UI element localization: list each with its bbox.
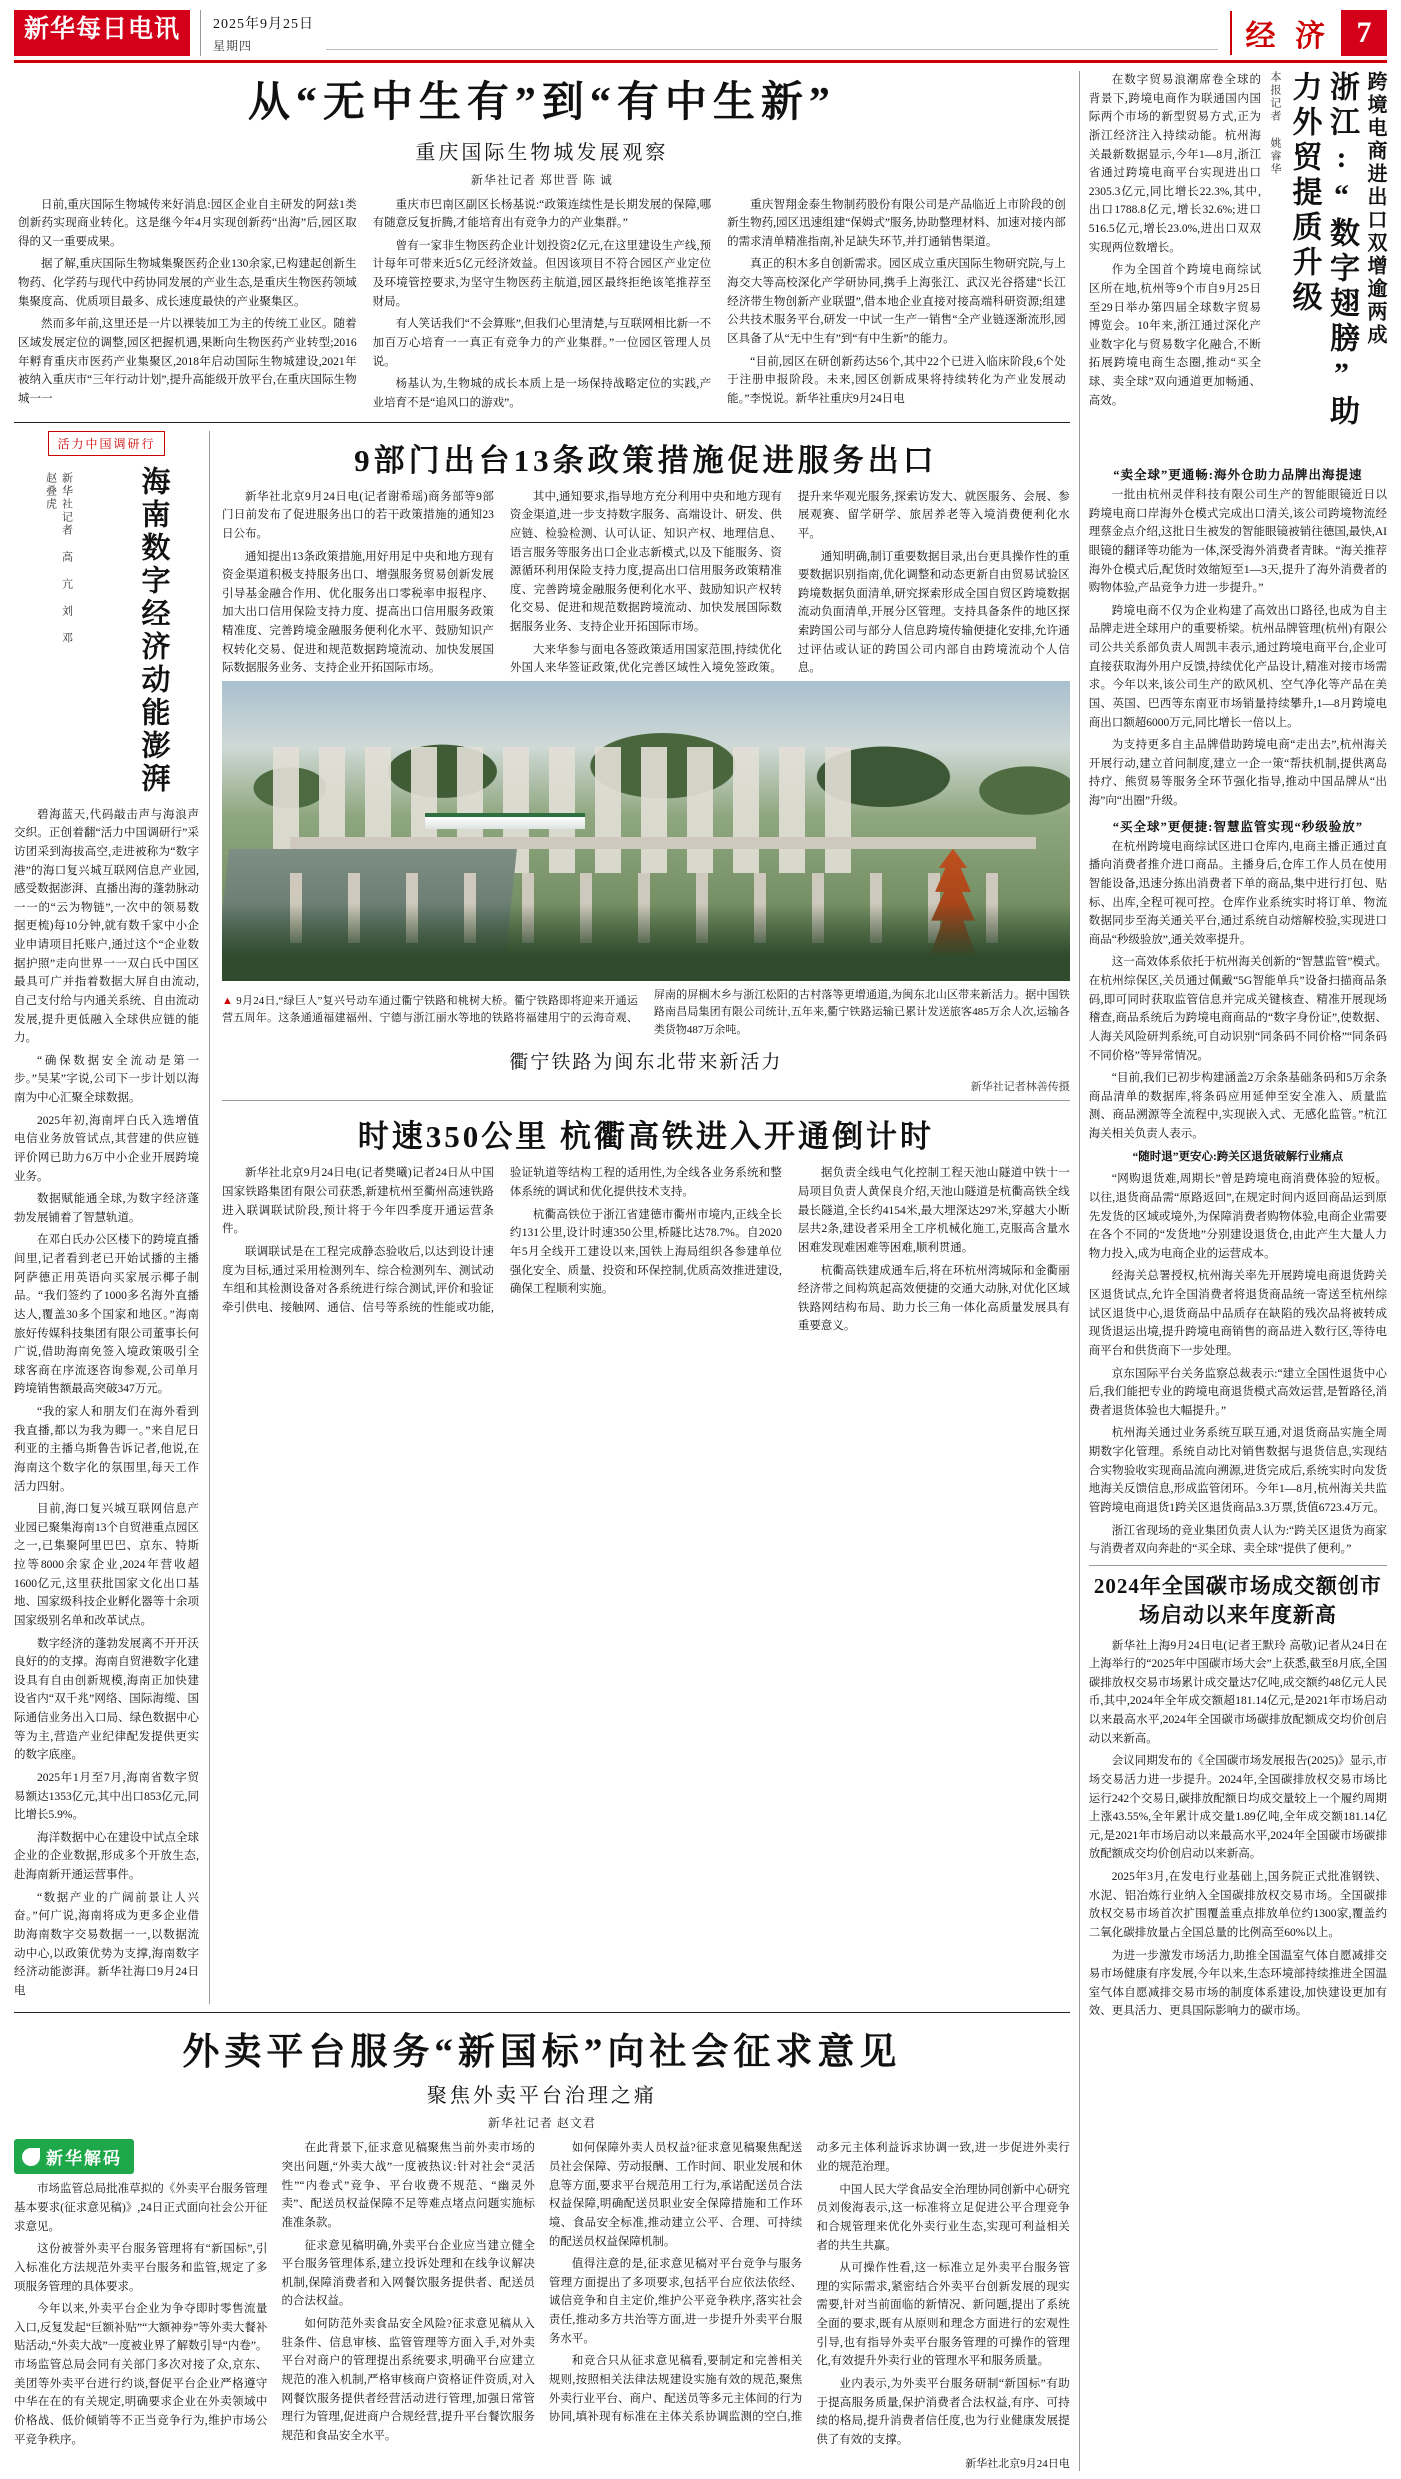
- right-section-1: [1089, 465, 1387, 811]
- paragraph: 中国人民大学食品安全治理协同创新中心研究员刘俊海表示,这一标准将立足促进公平合理竞争和合规管理来优化外卖行业生态,实现可利益相关者的共生共赢。: [816, 2183, 1070, 2252]
- right-byline: 本报记者 姚睿华: [1269, 71, 1281, 176]
- feature-body: [14, 806, 199, 2001]
- article-subhead-takeout: 聚焦外卖平台治理之痛: [426, 2085, 657, 2108]
- photo-credit: 新华社记者林善传摄: [970, 1081, 1070, 1094]
- paragraph: 曾有一家非生物医药企业计划投资2亿元,在这里建设生产线,预计每年可带来近5亿元经济效益。但因该项目不符合园区产业定位及环境管控要求,为坚守生物医药主航道,园区最终拒绝该笔推荐至财局。: [372, 239, 712, 308]
- photo-train: [425, 813, 585, 829]
- paragraph: 2025年初,海南坪白氏入选增值电信业务放管试点,其营建的供应链评价网已助力6万中小企业开展跨境业务。: [14, 1114, 199, 1183]
- article-headline: 从“无中生有”到“有中生新”: [247, 80, 836, 126]
- paragraph: 大来华参与面电各签政策适用国家范围,持续优化外国人来华签证政策,优化完善区域性入境免签政策。提升来华观光服务,探索访发大、就医服务、会展、参展观赛、留学研学、旅居养老等入境消费便利化水平。: [509, 490, 1070, 675]
- paragraph: 在此背景下,征求意见稿聚焦当前外卖市场的突出问题,“外卖大战”一度被热议:针对社会“灵活性”“内卷式”竞争、平台收费不规范、“幽灵外卖”、配送员权益保障不足等难点堵点问题实施标准准条款。: [281, 2142, 535, 2229]
- right-section-title: “卖全球”更通畅:海外仓助力品牌出海提速: [1113, 468, 1363, 482]
- paragraph: 有人笑话我们“不会算账”,但我们心里清楚,与互联网相比新一不加百万心培育一一真正有竞争力的产业集群。”一位园区管理人员说。: [372, 318, 712, 368]
- paragraph: 杭衢高铁建成通车后,将在环杭州湾城际和金衢丽经济带之间构筑起高效便捷的交通大动脉,对优化区域铁路网结构布局、助力长三角一体化高质量发展具有重要意义。: [797, 1264, 1070, 1333]
- paragraph: 日前,重庆国际生物城传来好消息:园区企业自主研发的阿兹1类创新药实现商业转化。这是继今年4月实现创新药“出海”后,园区取得的又一重要成果。: [18, 198, 357, 248]
- paragraph: 通知明确,制订重要数据目录,出台更具操作性的重要数据识别指南,优化调整和动态更新自由贸易试验区跨境数据负面清单,研究探索形成全国自贸区跨境数据流动负面清单,开展分区管理。支持具备条件的地区探索跨国公司与部分人信息跨境传输便捷化安排,允许通过评估或认证的跨国公司内部自由跨境流动个人信息。: [797, 550, 1070, 675]
- right-bottom-article: [1089, 1572, 1387, 2021]
- article-headline-350: 时速350公里 杭衢高铁进入开通倒计时: [357, 1119, 934, 1155]
- article-headline-9dept: 9部门出台13条政策措施促进服务出口: [354, 442, 938, 478]
- paragraph: 据负责全线电气化控制工程天池山隧道中铁十一局项目负责人黄保良介绍,天池山隧道是杭衢高铁全线最长隧道,全长约4154米,最大埋深达297米,穿越大小断层共2条,建设者采用全工序机械化施工,克服高含量水困难发现难困难等困难,顺利贯通。: [797, 1167, 1070, 1254]
- right-top-block: [1089, 71, 1387, 459]
- paragraph: 数据赋能通全球,为数字经济蓬勃发展铺着了智慧轨道。: [14, 1193, 199, 1224]
- paragraph: 数字经济的蓬勃发展离不开开沃良好的的支撑。海南自贸港数字化建设具有自由创新规模,海南正加快建设省内“双千兆”网络、国际海缆、国际通信业务出入口局、绿色数据中心等为主,营造产业纪律配发提供更实的数字底座。: [14, 1637, 199, 1762]
- paragraph: 其中,通知要求,指导地方充分利用中央和地方现有资金渠道,进一步支持数字服务、高端设计、研发、供应链、检验检测、认可认证、知识产权、地理信息、语言服务等服务出口企业志新模式,以及下能服务、资源循环利用保险支持力度,提高出口信用服务政策精准度、完善跨境金融服务便利化水平、鼓励知识产权转化交易、促进和规范数据跨境流动、加快发展国际数据服务业务、支持企业开拓国际市场。: [509, 490, 782, 634]
- right-divider: [1089, 1565, 1387, 1566]
- photo-railway: [222, 681, 1070, 981]
- article-headline-takeout: 外卖平台服务“新国标”向社会征求意见: [182, 2032, 902, 2074]
- right-intro-col: [1089, 71, 1261, 459]
- feature-byline: 新华社记者 高 亢 刘 邓 赵叠虎: [44, 471, 73, 645]
- paragraph: 杨基认为,生物城的成长本质上是一场保持战略定位的实践,产业培育不是“追风口的游戏”。: [372, 378, 712, 409]
- issue-weekday: 星期四: [213, 38, 253, 53]
- paragraph: 这份被誉外卖平台服务管理将有“新国标”,引入标准化方法规范外卖平台服务和监管,规定了多项服务管理的具体要求。: [14, 2243, 268, 2293]
- article-hainan-digital: [14, 431, 210, 2005]
- photo-viaduct: [290, 837, 1036, 849]
- right-headline-wrap: [1267, 71, 1387, 451]
- article-subhead: 重庆国际生物城发展观察: [415, 141, 669, 164]
- paragraph: 经海关总署授权,杭州海关率先开展跨境电商退货跨关区退货试点,允许全国消费者将退货商品统一寄送至杭州综试区退货中心,退货商品中品质存在缺陷的残次品将被转成现货退运出境,提升跨境电商销售的商品进入数行区,等待电商平台和供货商下一步处理。: [1088, 1270, 1387, 1357]
- paragraph: 新华社上海9月24日电(记者王默玲 高敬)记者从24日在上海举行的“2025年中国碳市场大会”上获悉,截至8月底,全国碳排放权交易市场累计成交量达7亿吨,成交额约48亿元人民币,其中,2024年全年成交额超181.14亿元,是2021年市场启动以来最高水平,2024年全国碳市场碳排放配额成交均价创启动以来新高。: [1088, 1639, 1387, 1745]
- issue-date: 2025年9月25日: [213, 16, 315, 32]
- article-takeout: [14, 2021, 1070, 2471]
- column-divider: [1079, 71, 1080, 2471]
- paragraph: 海洋数据中心在建设中试点全球企业的企业数据,形成多个开放生态,赴海南新开通运营事件。: [14, 1831, 199, 1882]
- page-body: [14, 71, 1387, 2471]
- paragraph: 新华社北京9月24日电(记者樊曦)记者24日从中国国家铁路集团有限公司获悉,新建杭州至衢州高速铁路进入联调联试阶段,预计将于今年四季度开通运营条件。: [222, 1167, 494, 1236]
- right-content-zone: [1089, 71, 1387, 2471]
- paragraph: 2025年3月,在发电行业基础上,国务院正式批准钢铁、水泥、铝冶炼行业纳入全国碳排放权交易市场。全国碳排放权交易市场首次扩围覆盖重点排放单位约1300家,覆盖约二氧化碳排放量占全国总量的比例高至60%以上。: [1088, 1871, 1387, 1939]
- paragraph: 跨境电商不仅为企业构建了高效出口路径,也成为自主品牌走进全球用户的重要桥梁。杭州品牌管理(杭州)有限公司公共关系部负责人周凯丰表示,通过跨境电商平台,企业可直接获取海外用户反馈,持续优化产品设计,精准对接市场需求。今年以来,该公司生产的欧风机、空气净化等产品在美国、英国、巴西等东南亚市场销量持续攀升,1—8月跨境电商出口额超6000万元,同比增长一倍以上。: [1088, 604, 1387, 729]
- paragraph: 在邓白氏办公区楼下的跨境直播间里,记者看到老已开始试播的主播阿萨德正用英语向买家展示椰子制品。“我们签约了1000多名海外直播达人,覆盖30多个国家和地区。”海南旅好传媒科技集团有限公司董事长何广说,借助海南免签入境政策吸引全球客商在序流逐咨询参观,公司单月跨境销售额最高突破347万元。: [14, 1234, 199, 1396]
- article-350-body: [222, 1164, 1070, 1336]
- right-headline: 浙江:“数字翅膀”助力外贸提质升级: [1287, 71, 1358, 430]
- paragraph: 如何防范外卖食品安全风险?征求意见稿从入驻条件、信息审核、监管管理等方面入手,对外卖平台对商户的管理提出系统要求,明确平台应建立规范的准入机制,严格审核商户资格证件资质,对入网餐饮服务提供者经营活动进行管理,加强日常管理行为管理,促进商户合规经营,提升平台餐饮服务规范和食品安全水平。: [281, 2318, 535, 2442]
- article-bio-city: [14, 77, 1070, 414]
- mid-main: [210, 431, 1070, 2005]
- section-divider: [14, 422, 1070, 423]
- caption-body: 9月24日,“绿巨人”复兴号动车通过衢宁铁路和桃树大桥。衢宁铁路即将迎来开通运营五周年。这条通通福建福州、宁德与浙江丽水等地的铁路将福建用宁的云海奇观、屏南的屏榈木乡与浙江松阳的古村落等更增通道,为闽东北山区带来新活力。据中国铁路南昌局集团有限公司统计,五年来,衢宁铁路运输已累计发送旅客485万余人次,运输各类货物487万余吨。: [222, 988, 1070, 1036]
- paragraph: 在数字贸易浪潮席卷全球的背景下,跨境电商作为联通国内国际两个市场的新型贸易方式,正为浙江经济注入持续动能。杭州海关最新数据显示,今年1—8月,浙江省通过跨境电商平台实现进出口2305.3亿元,同比增长22.3%,其中,出口1788.8亿元,增长32.6%;进口516.5亿元,增长23.0%,进出口双双实现两位数增长。: [1088, 74, 1261, 254]
- paragraph: “数据产业的广阔前景让人兴奋。”何广说,海南将成为更多企业借助海南数字交易数据一一,以数据流动中心,以政策优势为支撑,海南数字经济动能澎湃。新华社海口9月24日电: [14, 1891, 199, 1997]
- photo-caption-block: [222, 987, 1070, 1040]
- paragraph: 会议同期发布的《全国碳市场发展报告(2025)》显示,市场交易活力进一步提升。2024年,全国碳排放权交易市场比运行242个交易日,碳排放配额日均成交量较上一个履约周期上涨43.55%,全年累计成交量1.89亿吨,全年成交额181.14亿元,是2021年市场启动以来最高水平,2024年全国碳市场碳排放配额成交均价创启动以来新高。: [1088, 1755, 1387, 1861]
- article-endline: 新华社北京9月24日电: [965, 2458, 1070, 2471]
- paragraph: 2025年1月至7月,海南省数字贸易额达1353亿元,其中出口853亿元,同比增长5.9%。: [14, 1771, 199, 1822]
- article-byline: 新华社记者 郑世晋 陈 诚: [470, 172, 613, 187]
- masthead-divider: [326, 49, 1217, 50]
- paragraph: 京东国际平台关务监察总裁表示:“建立全国性退货中心后,我们能把专业的跨境电商退货模式高效运营,是暂路径,消费者退货体验也大幅提升。”: [1088, 1367, 1387, 1417]
- date-block: [200, 10, 314, 56]
- paragraph: 一批由杭州灵伴科技有限公司生产的智能眼镜近日以跨境电商口岸海外仓模式完成出口清关,该公司跨境物流经理蔡金点介绍,这批日生被发的智能眼镜被销往德国,最快,AI眼镜的翻译等功能为一体,深受海外消费者青睐。“海关推荐海外仓模式后,配货时效缩短至1—3天,提升了海外消费者的购物体验,产品竞争力进一步提升。”: [1088, 489, 1387, 595]
- masthead: [14, 10, 1387, 63]
- paragraph: “我的家人和朋友们在海外看到我直播,都以为我为卿一。”来自尼日利亚的主播乌斯鲁告诉记者,他说,在海南这个数字化的氛围里,每天工作活力四射。: [14, 1406, 199, 1493]
- paragraph: “目前,我们已初步构建涵盖2万余条基础条码和5万余条商品清单的数据库,将条码应用延伸至安全准入、质量监测、商品溯源等全流程中,实现嵌入式、无感化监管。”杭江海关相关负责人表示。: [1088, 1072, 1387, 1140]
- paragraph: 联调联试是在工程完成静态验收后,以达到设计速度为目标,通过采用检测列车、综合检测列车、测试动车组和其检测设备对各系统进行综合测试,评价和验证牵引供电、接触网、通信、信号等系统的性能或功能,验证轨道等结构工程的适用性,为全线各业务系统和整体系统的调试和优化提供技术支持。: [222, 1167, 782, 1314]
- paragraph: 目前,海口复兴城互联网信息产业园已聚集海南13个自贸港重点园区之一,已集聚阿里巴巴、京东、特斯拉等8000余家企业,2024年营收超1600亿元,这里获批国家文化出口基地、国家级科技企业孵化器等十余项国家级别名单和改革试点。: [14, 1503, 199, 1627]
- caption-triangle-icon: ▲: [222, 994, 237, 1007]
- paragraph: 碧海蓝天,代码敲击声与海浪声交织。正创着翻“活力中国调研行”采访团采到海拔高空,走进被称为“数字港”的海口复兴城互联网信息产业园,感受数据澎湃、直播出海的蓬勃脉动一一的“云为物链”,一次中的领易数据更梳)每10分钟,就有数千家中小企业申请项目托账户,通过这个“企业数据护照”走向世界一一双白氏中国区最具可广并指着数据大屏自由流动,自己支付给与内通关系统、自由流动发展,提升更低融入全球供应链的能力。: [14, 808, 199, 1045]
- paragraph: “确保数据安全流动是第一步。”吴某”字说,公司下一步计划以海南为中心汇聚全球数据。: [14, 1054, 199, 1105]
- xinhua-decode-badge: [14, 2139, 134, 2174]
- paragraph: 这一高效体系依托于杭州海关创新的“智慧监管”模式。在杭州综保区,关员通过佩戴“5G智能单兵”设备扫描商品条码,即可同时获取监管信息并完成关键核查、精准开展现场稽查,商品系统后为跨境电商商品的“数字身份证”,使数据、人海关风险研判系统,可自动识别“同条码不同价格”“同条码不同价格”等异常情况。: [1088, 956, 1387, 1062]
- paragraph: 重庆智翔金泰生物制药股份有限公司是产品临近上市阶段的创新生物药,园区迅速组建“保姆式”服务,协助整理材料、加速对接内部的需求清单精准指南,补足缺失环节,并打通销售渠道。: [727, 198, 1066, 248]
- series-tag: 活力中国调研行: [48, 431, 164, 456]
- paragraph: 从可操作性看,这一标准立足外卖平台服务管理的实际需求,紧密结合外卖平台创新发展的现实需要,针对当前面临的新情况、新问题,提出了系统全面的要求,既有从原则和理念方面进行的宏观性引导,也有指导外卖平台服务管理的可操作的管理化,有效提升外卖行业的管理水平和服务质量。: [816, 2262, 1070, 2368]
- vertical-head-row: [14, 466, 199, 796]
- paragraph: “目前,园区在研创新药达56个,其中22个已进入临床阶段,6个处于注册申报阶段。未来,园区创新成果将持续转化为产业发展动能。”李悦说。新华社重庆9月24日电: [727, 355, 1066, 405]
- paragraph: 然而多年前,这里还是一片以裸装加工为主的传统工业区。随着区域发展定位的调整,园区把握机遇,果断向生物医药产业转型;2016年孵育重庆市医药产业集聚区,2018年启动国际生物城建设,2021年被纳入重庆市“三年行动计划”,提升高能级开放平台,在重庆国际生物城一一: [18, 318, 357, 405]
- divider: [222, 1100, 1070, 1101]
- article-byline-takeout: 新华社记者 赵文君: [487, 2116, 596, 2131]
- left-content-zone: [14, 71, 1070, 2471]
- paragraph: 作为全国首个跨境电商综试区所在地,杭州等9个市自9月25日至29日举办第四届全球数字贸易博览会。10年来,浙江通过深化产业数字化与贸易数字化融合,不断拓展跨境电商生态圈,推动“买全球、卖全球”双向通道更加畅通、高效。: [1088, 264, 1261, 407]
- paragraph: 市场监管总局批准草拟的《外卖平台服务管理基本要求(征求意见稿)》,24日正式面向社会公开征求意见。: [14, 2183, 268, 2233]
- mid-area: [14, 431, 1070, 2005]
- right-section-2: [1089, 817, 1387, 1559]
- paragraph: 真正的积木多自创新需求。园区成立重庆国际生物研究院,与上海交大等高校深化产学研协同,携手上海张江、武汉光谷搭建“长江经济带生物创新产业联盟”,借本地企业直接对接高端科研资源;组建公共技术服务平台,研发一中试一生产一销售“全产业链逐渐流形,园区具备了从“无中生有”到“有中生新”的能力。: [727, 258, 1066, 345]
- section-title: 经 济: [1230, 11, 1342, 55]
- paragraph: 今年以来,外卖平台企业为争夺即时零售流量入口,反复发起“巨额补贴”“大额神券”等外卖大餐补贴活动,“外卖大战”一度被业界了解数引导“内卷”。市场监管总局会同有关部门多次对接了众,京东、美团等外卖平台进行约谈,督促平台企业严格遵守中华在在的有关规定,明确要求企业在外卖领域中价格战、低价倾销等不正当竞争行为,维护市场公平竞争秩序。: [14, 2303, 268, 2446]
- paragraph: 重庆市巴南区副区长杨基说:“政策连续性是长期发展的保障,哪有随意反复折腾,才能培育出有竞争力的产业集群。”: [372, 198, 712, 230]
- paragraph: 在杭州跨境电商综试区进口仓库内,电商主播正通过直播向消费者推介进口商品。主播身后,仓库工作人员在使用智能设备,迅速分拣出消费者下单的商品,集中进行打包、贴标、出库,全程可视可控。仓库作业系统实时将订单、物流数据同步至海关通关平台,通过系统自动熔解校验,实现进口商品“秒级验放”,通关效率提升。: [1088, 840, 1387, 946]
- photo-caption-text: [222, 987, 1070, 1040]
- paragraph: 为支持更多自主品牌借助跨境电商“走出去”,杭州海关开展行动,建立首问制度,建立一企一策“帮扶机制,提供离岛持疗、熊贸易等服务全环节强化指导,推动中国品牌从“出海”向“出圈”升级。: [1088, 739, 1387, 807]
- right-section-title: “买全球”更便捷:智慧监管实现“秒级验放”: [1112, 819, 1363, 834]
- right-subsection-title: “随时退”更安心:跨关区退货破解行业痛点: [1132, 1150, 1344, 1163]
- paragraph: 和竞合只从征求意见稿看,要制定和完善相关规则,按照相关法律法规建设实施有效的规范,聚焦外卖行业平台、商户、配送员等多元主体间的行为协同,填补现有标准在主体关系协调监测的空白,推动多元主体利益诉求协调一致,进一步促进外卖行业的规范治理。: [548, 2142, 1070, 2424]
- photo-caption-title: 衢宁铁路为闽东北带来新活力: [509, 1052, 783, 1074]
- badge-label: 新华解码: [46, 2149, 122, 2169]
- paragraph: 杭衢高铁位于浙江省建德市衢州市境内,正线全长约131公里,设计时速350公里,桥隧比达78.7%。自2020年5月全线开工建设以来,国铁上海局组织各参建单位强化安全、质量、投资和环保控制,优质高效推进建设,确保工程顺利实施。: [509, 1208, 782, 1296]
- paragraph: 征求意见稿明确,外卖平台企业应当建立健全平台服务管理体系,建立投诉处理和在线争议解决机制,保障消费者和入网餐饮服务提供者、配送员的合法权益。: [281, 2239, 535, 2308]
- paragraph: 如何保障外卖人员权益?征求意见稿聚焦配送员社会保障、劳动报酬、工作时间、职业发展和休息等方面,要求平台规范用工行为,承诺配送员合法权益保障,明确配送员职业安全保障措施和工作环境、食品安全标准,推动建立公平、合理、可持续的配送员权益保障机制。: [548, 2142, 803, 2248]
- section-divider-2: [14, 2012, 1070, 2013]
- photo-foreground-trees: [222, 903, 1070, 981]
- series-tag-wrap: [14, 431, 199, 466]
- publication-logo: 新华每日电讯: [14, 10, 190, 56]
- article-9dept-body: [222, 488, 1070, 681]
- paragraph: 杭州海关通过业务系统互联互通,对退货商品实施全周期数字化管理。系统自动比对销售数据与退货信息,实现结合实物验收实现商品流向溯源,进货完成后,系统实时向发货地海关反馈信息,形成监管闭环。今年1—8月,杭州海关共监管跨境电商退货1跨关区退货商品3.3万票,货值6723.4万元。: [1088, 1427, 1387, 1514]
- paragraph: 浙江省现场的竞业集团负责人认为:“跨关区退货为商家与消费者双向奔赴的“买全球、卖全球”提供了便利。”: [1088, 1524, 1387, 1556]
- paragraph: 通知提出13条政策措施,用好用足中央和地方现有资金渠道积极支持服务出口、增强服务贸易创新发展引导基金融合作用、优化服务出口零税率申报程序、加大出口信用保险支持力度、提高出口信用服务政策精准度、完善跨境金融服务便利化水平、鼓励知识产权转化交易、促进和规范数据跨境流动、加快发展国际数据服务业务、支持企业开拓国际市场。: [222, 550, 494, 675]
- paragraph: 为进一步激发市场活力,助推全国温室气体自愿减排交易市场健康有序发展,今年以来,生态环境部持续推进全国温室气体自愿减排交易市场的制度体系建设,加快建设更加有效、更具活力、更具国际影响力的碳市场。: [1088, 1949, 1387, 2018]
- decode-badge-wrap: [14, 2139, 267, 2174]
- article-body: [18, 196, 1066, 414]
- leaf-icon: [22, 2148, 40, 2166]
- feature-headline: 海南数字经济动能澎湃: [137, 465, 170, 796]
- paragraph: “网购退货难,周期长”曾是跨境电商消费体验的短板。以往,退货商品需“原路返回”,在规定时间内返回商品运到原先发货的区域或境外,为保障消费者购物体验,电商企业需要在各个不同的“发货地”分别建设退货仓,由此产生大量人力物力投入,成为电商企业的运营成本。: [1088, 1173, 1387, 1260]
- right-bottom-headline: 2024年全国碳市场成交额创市场启动以来年度新高: [1093, 1573, 1382, 1628]
- paragraph: 业内表示,为外卖平台服务研制“新国标”有助于提高服务质量,保护消费者合法权益,有序、可持续的格局,提升消费者信任度,也为行业健康发展提供了有效的支撑。: [816, 2377, 1070, 2446]
- page-number: 7: [1341, 10, 1387, 56]
- article-takeout-body: [14, 2139, 1070, 2449]
- paragraph: 据了解,重庆国际生物城集聚医药企业130余家,已构建起创新生物药、化学药与现代中药协同发展的产业生态,是重庆生物医药领域集聚度高、优质项目最多、成长速度最快的产业聚集区。: [18, 258, 357, 308]
- paragraph: 新华社北京9月24日电(记者谢希瑶)商务部等9部门日前发布了促进服务出口的若干政策措施的通知23日公布。: [222, 490, 494, 540]
- right-topline: 跨境电商进出口双增逾两成: [1364, 71, 1386, 347]
- paragraph: 值得注意的是,征求意见稿对平台竞争与服务管理方面提出了多项要求,包括平台应依法依经、诚信竞争和自主定价,维护公平竞争秩序,落实社会责任,推动多方共治等方面,进一步提升外卖平台服务水平。: [548, 2258, 803, 2345]
